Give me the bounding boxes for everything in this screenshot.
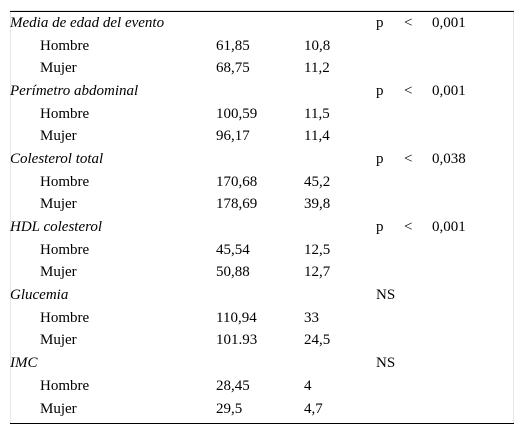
row-label: Hombre — [40, 377, 90, 394]
row-label: Hombre — [40, 241, 90, 258]
comparator-cell — [404, 35, 432, 58]
sd-cell: 4,7 — [304, 400, 323, 417]
comparator-cell: < — [404, 14, 413, 31]
table-row — [10, 57, 514, 80]
table-row — [10, 171, 514, 194]
sd-cell: 12,7 — [304, 264, 331, 281]
table-row — [10, 239, 514, 262]
mean-cell: 50,88 — [216, 264, 250, 281]
sd-cell: 10,8 — [304, 37, 331, 54]
sd-cell — [304, 148, 376, 171]
sd-cell: 11,5 — [304, 105, 330, 122]
comparator-cell — [404, 57, 432, 80]
p-label-cell — [376, 125, 404, 148]
sd-cell — [304, 284, 376, 307]
comparator-cell — [404, 352, 432, 375]
comparator-cell — [404, 125, 432, 148]
sd-cell: 11,2 — [304, 60, 330, 77]
variable-header-row — [10, 12, 514, 35]
row-label: Hombre — [40, 173, 90, 190]
p-label-cell — [376, 57, 404, 80]
row-label: Mujer — [40, 60, 77, 77]
p-label-cell — [376, 262, 404, 285]
comparator-cell — [404, 284, 432, 307]
mean-cell: 28,45 — [216, 377, 250, 394]
table-row — [10, 262, 514, 285]
table-row — [10, 194, 514, 217]
row-label: Mujer — [40, 400, 77, 417]
row-label: Media de edad del evento — [10, 14, 165, 31]
sd-cell: 45,2 — [304, 173, 331, 190]
mean-cell — [216, 148, 304, 171]
p-label-cell: p — [376, 14, 384, 31]
mean-cell — [216, 80, 304, 103]
mean-cell: 29,5 — [216, 400, 243, 417]
p-label-cell: p — [376, 219, 384, 236]
table-row — [10, 375, 514, 398]
row-label: Hombre — [40, 309, 90, 326]
p-value-cell: 0,001 — [432, 82, 466, 99]
p-label-cell: NS — [376, 287, 396, 304]
table-row — [10, 398, 514, 421]
p-value-cell — [432, 103, 514, 126]
table-row — [10, 103, 514, 126]
p-value-cell — [432, 35, 514, 58]
row-label: IMC — [10, 355, 38, 372]
p-label-cell — [376, 35, 404, 58]
sd-cell — [304, 352, 376, 375]
variable-header-row — [10, 352, 514, 375]
comparator-cell — [404, 398, 432, 421]
p-label-cell: p — [376, 82, 384, 99]
p-value-cell — [432, 307, 514, 330]
p-value-cell — [432, 330, 514, 353]
variable-header-row — [10, 80, 514, 103]
mean-cell: 96,17 — [216, 128, 250, 145]
p-value-cell — [432, 125, 514, 148]
mean-cell — [216, 216, 304, 239]
mean-cell — [216, 352, 304, 375]
comparator-cell: < — [404, 82, 413, 99]
p-value-cell — [432, 352, 514, 375]
p-value-cell — [432, 57, 514, 80]
row-label: Colesterol total — [10, 150, 104, 167]
table-row — [10, 307, 514, 330]
table-row — [10, 125, 514, 148]
row-label: Hombre — [40, 37, 90, 54]
sd-cell — [304, 80, 376, 103]
mean-cell: 61,85 — [216, 37, 250, 54]
comparator-cell — [404, 375, 432, 398]
p-label-cell — [376, 103, 404, 126]
sd-cell: 11,4 — [304, 128, 330, 145]
p-label-cell — [376, 239, 404, 262]
row-label: Mujer — [40, 128, 77, 145]
row-label: Mujer — [40, 332, 77, 349]
row-label: Perímetro abdominal — [10, 82, 139, 99]
table-body — [10, 12, 514, 420]
comparator-cell: < — [404, 150, 413, 167]
row-label: HDL colesterol — [10, 219, 103, 236]
p-label-cell — [376, 375, 404, 398]
sd-cell: 24,5 — [304, 332, 331, 349]
results-table — [10, 12, 514, 420]
mean-cell — [216, 284, 304, 307]
sd-cell: 4 — [304, 377, 312, 394]
p-value-cell — [432, 171, 514, 194]
comparator-cell — [404, 239, 432, 262]
p-value-cell — [432, 194, 514, 217]
p-label-cell — [376, 307, 404, 330]
mean-cell: 68,75 — [216, 60, 250, 77]
comparator-cell: < — [404, 219, 413, 236]
sd-cell — [304, 12, 376, 35]
variable-header-row — [10, 284, 514, 307]
row-label: Mujer — [40, 264, 77, 281]
row-label: Hombre — [40, 105, 90, 122]
p-label-cell — [376, 398, 404, 421]
row-label: Mujer — [40, 196, 77, 213]
mean-cell: 101.93 — [216, 332, 258, 349]
mean-cell: 45,54 — [216, 241, 250, 258]
comparator-cell — [404, 307, 432, 330]
sd-cell — [304, 216, 376, 239]
variable-header-row — [10, 216, 514, 239]
p-label-cell: NS — [376, 355, 396, 372]
p-value-cell — [432, 375, 514, 398]
sd-cell: 33 — [304, 309, 319, 326]
mean-cell: 110,94 — [216, 309, 257, 326]
p-value-cell — [432, 262, 514, 285]
sd-cell: 39,8 — [304, 196, 331, 213]
sd-cell: 12,5 — [304, 241, 331, 258]
p-label-cell: p — [376, 150, 384, 167]
mean-cell — [216, 12, 304, 35]
table-bottom-rule — [10, 423, 514, 424]
p-value-cell: 0,038 — [432, 150, 466, 167]
p-value-cell — [432, 284, 514, 307]
comparator-cell — [404, 194, 432, 217]
mean-cell: 100,59 — [216, 105, 258, 122]
p-value-cell: 0,001 — [432, 219, 466, 236]
p-label-cell — [376, 330, 404, 353]
p-value-cell: 0,001 — [432, 14, 466, 31]
p-label-cell — [376, 194, 404, 217]
comparator-cell — [404, 330, 432, 353]
row-label: Glucemia — [10, 287, 69, 304]
mean-cell: 170,68 — [216, 173, 258, 190]
p-value-cell — [432, 398, 514, 421]
comparator-cell — [404, 171, 432, 194]
variable-header-row — [10, 148, 514, 171]
p-value-cell — [432, 239, 514, 262]
p-label-cell — [376, 171, 404, 194]
comparator-cell — [404, 262, 432, 285]
table-row — [10, 330, 514, 353]
comparator-cell — [404, 103, 432, 126]
table-row — [10, 35, 514, 58]
mean-cell: 178,69 — [216, 196, 258, 213]
